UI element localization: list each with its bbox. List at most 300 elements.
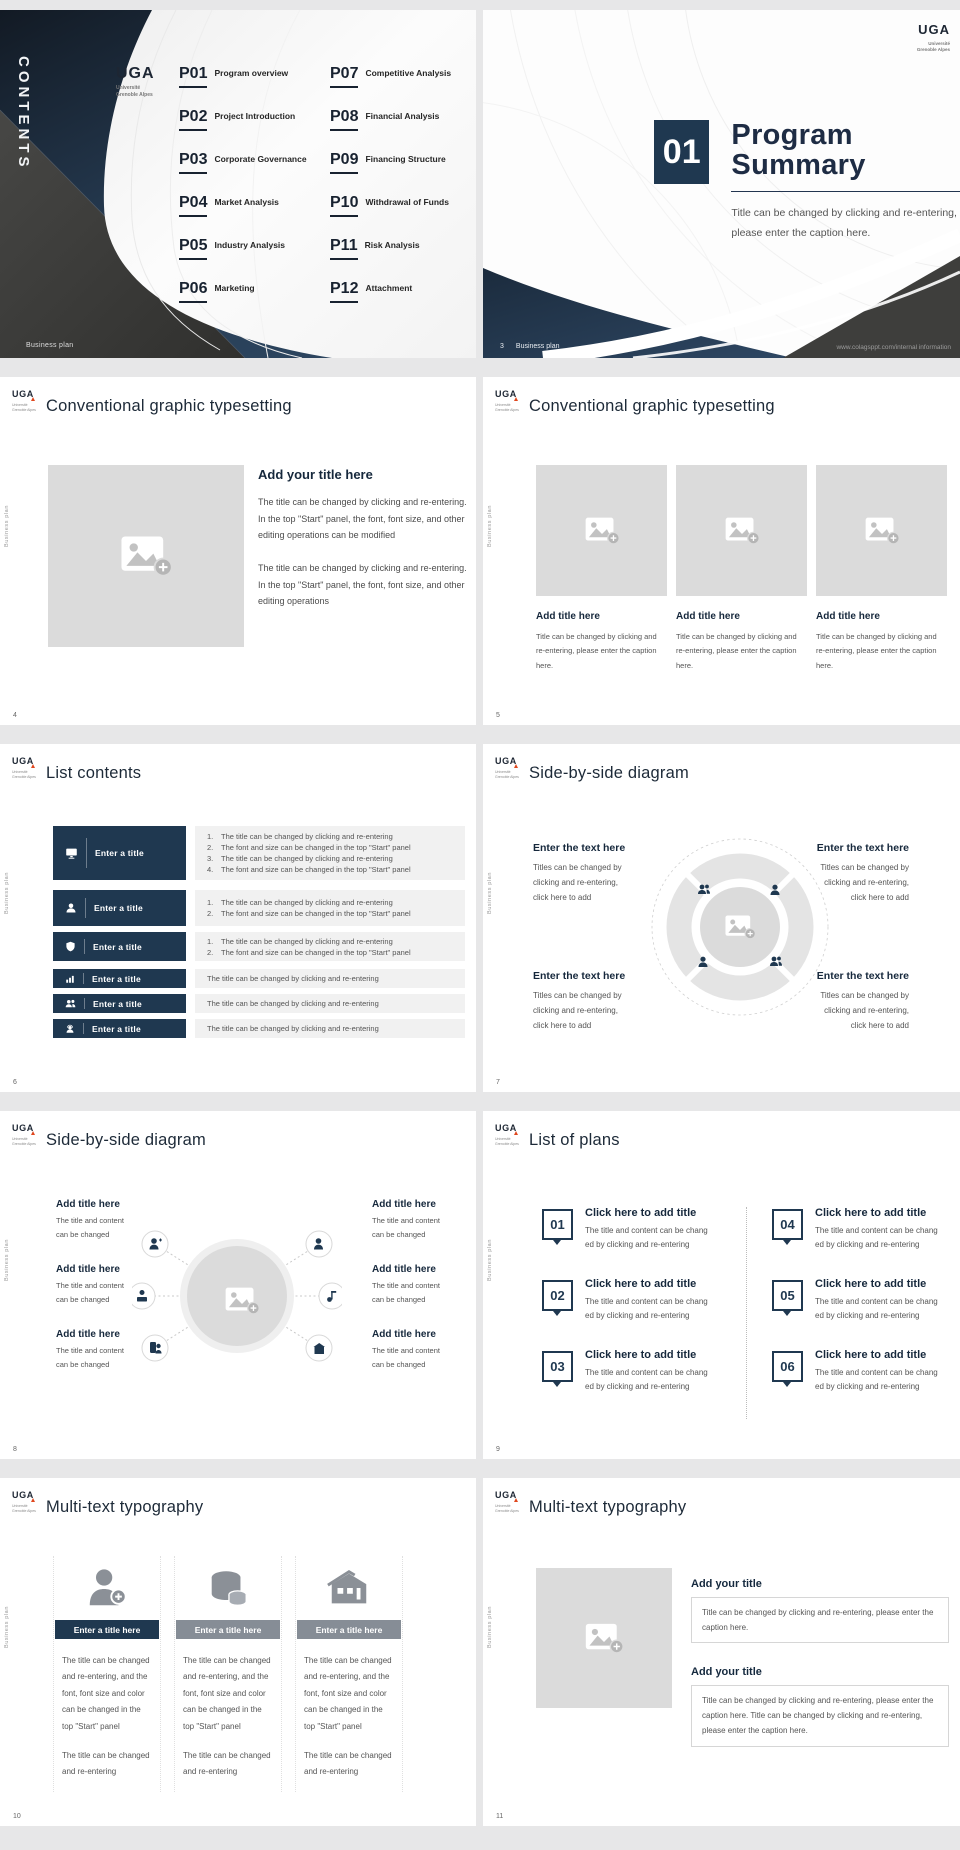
slide-title: Conventional graphic typesetting [46, 397, 292, 415]
uga-logo-text: UGA [12, 1123, 34, 1133]
block-text: can be changed [56, 1229, 110, 1239]
footer-page-number: 3 [500, 343, 504, 350]
block-text: clicking and re-entering, [533, 878, 618, 888]
enter-title-button[interactable] [53, 890, 186, 926]
uga-logo-sub1: Université [928, 41, 950, 46]
diagram-text-block[interactable] [787, 842, 909, 906]
section-hero [654, 120, 960, 244]
diagram-text-block[interactable] [372, 1329, 460, 1371]
presenter-monitor-icon [65, 847, 78, 860]
toc-item[interactable] [330, 238, 476, 260]
section-title: Program Summary [731, 120, 960, 192]
card-title: Add title here [536, 611, 600, 622]
user-plus-icon [84, 1565, 130, 1611]
card-caption: Title can be changed by clicking and re-entering, please enter the caption here. [676, 632, 797, 670]
toc-item[interactable] [179, 195, 326, 217]
plan-title: Click here to add title [585, 1349, 697, 1361]
list-number: 2. [207, 947, 214, 957]
uga-logo-sub2: Grenoble Alpes [495, 774, 519, 779]
toc-item[interactable] [330, 152, 476, 174]
list-text-panel [195, 890, 465, 926]
plan-item[interactable] [772, 1207, 960, 1252]
block-text: can be changed [372, 1294, 426, 1304]
user-icon [65, 902, 77, 914]
title-block[interactable] [691, 1666, 949, 1747]
block-title: Enter the text here [816, 970, 909, 982]
contents-vertical-title: CONTENTS [15, 56, 32, 171]
uga-logo-sub1: Université [495, 1137, 511, 1141]
list-text: The title can be changed by clicking and re-entering [207, 1024, 379, 1033]
list-text: The title can be changed by clicking and re-entering [221, 936, 393, 946]
plan-text: ed by clicking and re-entering [815, 1240, 920, 1249]
slide-section-01[interactable] [483, 10, 960, 358]
plan-item[interactable] [542, 1207, 732, 1252]
section-number: 01 [654, 120, 709, 184]
list-text-panel [195, 1019, 465, 1038]
list-text: The title can be changed by clicking and re-entering [221, 832, 393, 841]
side-label: Business plan [4, 872, 10, 915]
uga-logo-triangle-icon [514, 1498, 518, 1502]
block-text: can be changed [372, 1229, 426, 1239]
side-label: Business plan [4, 1606, 10, 1649]
uga-logo [495, 752, 519, 779]
column-paragraph: The title can be changed and re-entering [304, 1750, 392, 1777]
block-title: Enter the text here [533, 842, 626, 854]
diagram-text-block[interactable] [533, 970, 655, 1034]
list-number: 2. [207, 843, 214, 852]
list-row [53, 969, 465, 988]
block-title: Add title here [56, 1264, 120, 1275]
plan-item[interactable] [772, 1278, 960, 1323]
content-paragraph: The title can be changed by clicking and re-entering. In the top "Start" panel, the font, font size, and other editing operations [258, 562, 467, 607]
title-block[interactable] [691, 1578, 949, 1643]
block-text: The title and content [372, 1281, 440, 1290]
plan-number: 06 [772, 1351, 803, 1382]
uga-logo-text: UGA [116, 65, 155, 82]
plan-item[interactable] [542, 1278, 732, 1323]
column-paragraph: The title can be changed and re-entering, and the font, font size and color can be changed in the top "Start" panel [62, 1656, 150, 1731]
slide-typography-image[interactable] [483, 1478, 960, 1826]
column-paragraph: The title can be changed and re-entering [183, 1750, 271, 1777]
slide-diagram-satellites[interactable] [0, 1111, 476, 1459]
card-title: Add title here [676, 611, 740, 622]
page-number: 7 [496, 1079, 500, 1086]
toc-label: Program overview [214, 68, 289, 78]
database-icon [205, 1565, 251, 1611]
block-text: The title and content [372, 1216, 440, 1225]
uga-logo-text: UGA [12, 1490, 34, 1500]
toc-number: P09 [330, 152, 358, 174]
uga-logo-triangle-icon [31, 764, 35, 768]
contents-background-shapes [0, 10, 476, 358]
uga-logo-sub1: Université [12, 403, 28, 407]
plan-title: Click here to add title [815, 1207, 927, 1219]
headset-user-icon [65, 1024, 75, 1034]
uga-logo-sub1: Université [12, 1137, 28, 1141]
diagram-text-block[interactable] [787, 970, 909, 1034]
image-card[interactable] [676, 465, 807, 673]
block-title: Add title here [372, 1199, 436, 1210]
section-caption-line2: please enter the caption here. [731, 226, 871, 239]
uga-logo-sub2: Grenoble Alpes [495, 407, 519, 412]
image-placeholder [676, 465, 807, 596]
uga-logo-text: UGA [495, 1490, 517, 1500]
plan-text: The title and content can be chang [585, 1297, 708, 1306]
image-placeholder[interactable] [206, 1265, 278, 1337]
toc-number: P06 [179, 281, 207, 303]
plan-number: 02 [542, 1280, 573, 1311]
card-title: Add title here [816, 611, 880, 622]
block-text: clicking and re-entering, [533, 1006, 618, 1016]
list-text: The title can be changed by clicking and re-entering [221, 854, 393, 863]
image-placeholder-icon [584, 1622, 624, 1655]
list-text-panel [195, 969, 465, 988]
toc-label: Competitive Analysis [365, 68, 452, 78]
block-text: Titles can be changed by [533, 863, 622, 872]
uga-logo-sub1: Université [495, 403, 511, 407]
block-title: Add your title [691, 1578, 762, 1590]
list-text-panel [195, 932, 465, 961]
button-label: Enter a title [93, 998, 142, 1009]
uga-logo-sub2: Grenoble Alpes [116, 91, 153, 98]
enter-title-button[interactable] [53, 1019, 186, 1038]
list-row [53, 890, 465, 926]
image-placeholder-icon [864, 516, 900, 545]
list-text: The title can be changed by clicking and re-entering [221, 898, 393, 907]
uga-logo-triangle-icon [514, 764, 518, 768]
block-text: can be changed [372, 1359, 426, 1369]
toc-label: Financial Analysis [365, 111, 440, 121]
toc-item[interactable] [179, 281, 326, 303]
toc-number: P02 [179, 109, 207, 131]
column-paragraph: The title can be changed and re-entering, and the font, font size and color can be changed in the top "Start" panel [304, 1656, 392, 1731]
diagram-text-block[interactable] [56, 1329, 144, 1371]
enter-title-button[interactable] [53, 969, 186, 988]
block-text: click here to add [850, 1021, 909, 1031]
toc-label: Marketing [214, 283, 255, 293]
slide-typesetting-2[interactable] [483, 377, 960, 725]
list-row [53, 826, 465, 880]
block-text: can be changed [56, 1294, 110, 1304]
page-number: 10 [13, 1813, 21, 1820]
block-text: Titles can be changed by [533, 991, 622, 1000]
block-caption: Title can be changed by clicking and re-entering, please enter the caption here. Title can be changed by clicking and re-entering, please enter the caption here. [691, 1685, 949, 1747]
page-number: 6 [13, 1079, 17, 1086]
plan-text: ed by clicking and re-entering [585, 1382, 690, 1391]
toc-number: P04 [179, 195, 207, 217]
button-label: Enter a title [95, 848, 144, 858]
toc-label: Attachment [365, 283, 413, 293]
uga-logo-sub2: Grenoble Alpes [12, 774, 36, 779]
page-number: 11 [496, 1813, 504, 1820]
slide-title: Multi-text typography [46, 1498, 204, 1516]
toc-item[interactable] [330, 109, 476, 131]
plan-number: 05 [772, 1280, 803, 1311]
list-text: The font and size can be changed in the top "Start" panel [221, 909, 411, 918]
slide-title: Multi-text typography [529, 1498, 687, 1516]
diagram-text-block[interactable] [56, 1264, 144, 1306]
block-title: Add your title [691, 1666, 762, 1678]
image-placeholder[interactable] [536, 1568, 672, 1708]
uga-logo [116, 66, 155, 99]
page-number: 5 [496, 712, 500, 719]
block-title: Add title here [56, 1329, 120, 1340]
image-placeholder[interactable] [712, 899, 768, 955]
toc-item[interactable] [330, 195, 476, 217]
list-row [53, 1019, 465, 1038]
uga-logo-triangle-icon [31, 1131, 35, 1135]
page-number: 9 [496, 1446, 500, 1453]
plan-title: Click here to add title [585, 1207, 697, 1219]
plan-item[interactable] [542, 1349, 732, 1394]
side-label: Business plan [4, 1239, 10, 1282]
uga-logo-triangle-icon [31, 1498, 35, 1502]
button-label: Enter a title [92, 1023, 141, 1034]
image-card[interactable] [536, 465, 667, 673]
list-number: 4. [207, 865, 214, 874]
uga-logo-triangle-icon [31, 397, 35, 401]
list-text: The font and size can be changed in the top "Start" panel [221, 947, 411, 957]
team-icon [65, 998, 76, 1009]
diagram-text-block[interactable] [533, 842, 655, 906]
image-placeholder-icon [119, 534, 173, 578]
diagram-text-block[interactable] [372, 1199, 460, 1241]
plan-number: 03 [542, 1351, 573, 1382]
column-header[interactable] [55, 1620, 159, 1639]
block-title: Add title here [372, 1264, 436, 1275]
uga-logo-sub1: Université [495, 770, 511, 774]
uga-logo-sub1: Université [495, 1504, 511, 1508]
content-heading: Add your title here [258, 467, 373, 482]
block-text: The title and content [372, 1346, 440, 1355]
block-text: click here to add [850, 893, 909, 903]
plan-text: The title and content can be chang [815, 1297, 938, 1306]
card-caption: Title can be changed by clicking and re-entering, please enter the caption here. [816, 632, 937, 670]
plan-title: Click here to add title [815, 1278, 927, 1290]
block-text: can be changed [56, 1359, 110, 1369]
toc-number: P05 [179, 238, 207, 260]
toc-number: P01 [179, 66, 207, 88]
list-text: The font and size can be changed in the top "Start" panel [221, 865, 411, 874]
side-label: Business plan [487, 872, 493, 915]
plan-text: The title and content can be chang [585, 1226, 708, 1235]
toc-item[interactable] [179, 66, 326, 88]
plan-text: The title and content can be chang [815, 1368, 938, 1377]
toc-item[interactable] [179, 152, 326, 174]
column-header[interactable] [297, 1620, 401, 1639]
column-paragraph: The title can be changed and re-entering, and the font, font size and color can be changed in the top "Start" panel [183, 1656, 271, 1731]
uga-logo-sub1: Université [12, 1504, 28, 1508]
uga-logo-sub2: Grenoble Alpes [495, 1141, 519, 1146]
slide-title: List contents [46, 764, 142, 782]
uga-logo-sub2: Grenoble Alpes [495, 1508, 519, 1513]
uga-logo-sub1: Université [12, 770, 28, 774]
uga-logo [12, 1119, 36, 1146]
toc-item[interactable] [330, 281, 476, 303]
plan-text: The title and content can be chang [585, 1368, 708, 1377]
text-column[interactable] [174, 1556, 282, 1792]
uga-logo-text: UGA [495, 756, 517, 766]
list-row [53, 994, 465, 1013]
diagram-text-block[interactable] [56, 1199, 144, 1241]
column-header-label: Enter a title here [73, 1624, 141, 1635]
uga-logo-sub2: Grenoble Alpes [12, 1508, 36, 1513]
uga-logo [495, 385, 519, 412]
slide-title: Conventional graphic typesetting [529, 397, 775, 415]
plan-number: 01 [542, 1209, 573, 1240]
image-placeholder-icon [584, 516, 620, 545]
block-title: Enter the text here [816, 842, 909, 854]
image-placeholder [536, 465, 667, 596]
block-text: Titles can be changed by [820, 863, 909, 872]
column-header[interactable] [176, 1620, 280, 1639]
image-placeholder-icon [724, 516, 760, 545]
toc-number: P11 [330, 238, 358, 260]
uga-logo-sub1: Université [116, 85, 141, 91]
slide-contents[interactable] [0, 10, 476, 358]
list-text: The font and size can be changed in the top "Start" panel [221, 843, 411, 852]
footer-label: Business plan [515, 343, 560, 350]
enter-title-button[interactable] [53, 826, 186, 880]
toc-label: Withdrawal of Funds [365, 197, 449, 207]
plan-text: ed by clicking and re-entering [815, 1382, 920, 1391]
side-label: Business plan [487, 1606, 493, 1649]
list-row [53, 932, 465, 961]
footer-url: www.colagsppt.com/internal information [836, 344, 951, 351]
toc-label: Industry Analysis [214, 240, 286, 250]
block-title: Add title here [56, 1199, 120, 1210]
block-title: Add title here [372, 1329, 436, 1340]
uga-logo [495, 1119, 519, 1146]
block-text: click here to add [533, 893, 592, 903]
enter-title-button[interactable] [53, 994, 186, 1013]
uga-logo [12, 752, 36, 779]
block-title: Enter the text here [533, 970, 626, 982]
toc-label: Corporate Governance [214, 154, 307, 164]
block-text: clicking and re-entering, [824, 1006, 909, 1016]
toc-item[interactable] [330, 66, 476, 88]
slide-typography-columns[interactable] [0, 1478, 476, 1826]
toc-item[interactable] [179, 238, 326, 260]
slide-title: Side-by-side diagram [529, 764, 689, 782]
list-text-panel [195, 826, 465, 880]
column-header-label: Enter a title here [315, 1624, 383, 1635]
page-number: 4 [13, 712, 17, 719]
image-placeholder[interactable] [48, 465, 244, 647]
button-label: Enter a title [94, 903, 143, 913]
toc-item[interactable] [179, 109, 326, 131]
diagram-text-block[interactable] [372, 1264, 460, 1306]
slide-diagram-ring[interactable] [483, 744, 960, 1092]
uga-logo [495, 1486, 519, 1513]
slide-list-contents[interactable] [0, 744, 476, 1092]
block-text: clicking and re-entering, [824, 878, 909, 888]
plan-text: The title and content can be chang [815, 1226, 938, 1235]
side-label: Business plan [487, 505, 493, 548]
card-caption: Title can be changed by clicking and re-entering, please enter the caption here. [536, 632, 657, 670]
uga-logo [917, 22, 950, 53]
uga-logo-sub2: Grenoble Alpes [916, 47, 950, 53]
slide-title: List of plans [529, 1131, 620, 1149]
plan-text: ed by clicking and re-entering [585, 1311, 690, 1320]
uga-logo-text: UGA [495, 1123, 517, 1133]
toc-number: P03 [179, 152, 207, 174]
page-number: 8 [13, 1446, 17, 1453]
button-label: Enter a title [93, 941, 142, 952]
list-number: 1. [207, 898, 214, 907]
image-card[interactable] [816, 465, 947, 673]
toc-label: Risk Analysis [364, 240, 420, 250]
block-text: Titles can be changed by [820, 991, 909, 1000]
vertical-divider [746, 1207, 747, 1419]
slide-title: Side-by-side diagram [46, 1131, 206, 1149]
text-column[interactable] [295, 1556, 403, 1792]
bar-chart-icon [65, 974, 75, 984]
uga-logo-text: UGA [12, 389, 34, 399]
uga-logo-text: UGA [918, 22, 950, 37]
uga-logo [12, 385, 36, 412]
block-caption: Title can be changed by clicking and re-entering, please enter the caption here. [691, 1597, 949, 1643]
uga-logo-sub2: Grenoble Alpes [12, 1141, 36, 1146]
slide-list-of-plans[interactable] [483, 1111, 960, 1459]
list-text: The title can be changed by clicking and re-entering [207, 974, 379, 983]
plan-text: ed by clicking and re-entering [815, 1311, 920, 1320]
toc-number: P07 [330, 66, 358, 88]
image-placeholder-icon [224, 1286, 260, 1315]
plan-number: 04 [772, 1209, 803, 1240]
uga-logo-text: UGA [12, 756, 34, 766]
plan-item[interactable] [772, 1349, 960, 1394]
plan-title: Click here to add title [815, 1349, 927, 1361]
section-caption-line1: Title can be changed by clicking and re-entering, [731, 206, 957, 219]
toc-number: P12 [330, 281, 358, 303]
uga-logo-triangle-icon [514, 397, 518, 401]
toc-number: P10 [330, 195, 358, 217]
uga-logo-text: UGA [495, 389, 517, 399]
list-text-panel [195, 994, 465, 1013]
list-text: The title can be changed by clicking and re-entering [207, 999, 379, 1008]
list-number: 1. [207, 936, 214, 946]
uga-logo-sub2: Grenoble Alpes [12, 407, 36, 412]
side-label: Business plan [4, 505, 10, 548]
list-number: 2. [207, 909, 214, 918]
shield-icon [65, 941, 76, 952]
toc-label: Project Introduction [214, 111, 296, 121]
footer-label: Business plan [26, 342, 74, 349]
block-text: The title and content [56, 1281, 124, 1290]
slide-typesetting-1[interactable] [0, 377, 476, 725]
block-text: The title and content [56, 1216, 124, 1225]
block-text: click here to add [533, 1021, 592, 1031]
plan-text: ed by clicking and re-entering [585, 1240, 690, 1249]
toc-label: Financing Structure [365, 154, 446, 164]
text-column[interactable] [53, 1556, 161, 1792]
image-placeholder-icon [724, 914, 756, 940]
column-header-label: Enter a title here [194, 1624, 262, 1635]
button-label: Enter a title [92, 973, 141, 984]
toc-label: Market Analysis [214, 197, 279, 207]
uga-logo-triangle-icon [514, 1131, 518, 1135]
content-paragraph: The title can be changed by clicking and re-entering. In the top "Start" panel, the font, font size, and other editing operations can be modified [258, 497, 467, 541]
plan-title: Click here to add title [585, 1278, 697, 1290]
block-text: The title and content [56, 1346, 124, 1355]
list-number: 3. [207, 854, 214, 863]
side-label: Business plan [487, 1239, 493, 1282]
image-placeholder [816, 465, 947, 596]
list-number: 1. [207, 832, 214, 841]
column-paragraph: The title can be changed and re-entering [62, 1750, 150, 1777]
enter-title-button[interactable] [53, 932, 186, 961]
